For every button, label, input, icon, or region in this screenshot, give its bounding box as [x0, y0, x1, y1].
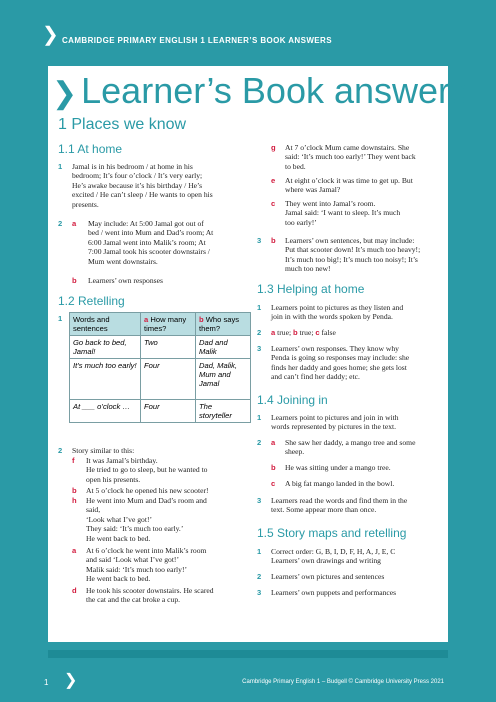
text-line: Learners point to pictures and join in with: [271, 413, 399, 422]
answer-text: [285, 479, 394, 488]
header-title: CAMBRIDGE PRIMARY ENGLISH 1 LEARNER’S BOOK ANSWERS: [62, 36, 332, 45]
answer-text: [271, 303, 403, 322]
text-line: At 5 o’clock he opened his new scooter!: [86, 486, 209, 495]
table-header-text: Who says them?: [199, 315, 240, 333]
answer-text: [86, 456, 207, 484]
text-line: They went into Jamal’s room.: [285, 199, 376, 208]
answer-text: [86, 486, 209, 495]
answer-text: [271, 496, 407, 515]
text-line: At 6 o’clock he went into Malik’s room: [86, 546, 207, 555]
text-line: He took his scooter downstairs. He scared: [86, 586, 214, 595]
text-line: bedroom; It’s four o’clock / It’s very early;: [72, 171, 203, 181]
chevron-right-icon: ❯: [64, 672, 78, 689]
text-line: Penda is going so responses may include: she: [271, 353, 410, 363]
option-value: false: [321, 328, 336, 337]
table-cell: Four: [141, 359, 196, 400]
text-line: Mum went downstairs.: [88, 256, 158, 266]
table-cell: Dad and Malik: [196, 336, 251, 359]
text-line: Malik said: ‘It’s much too early!’: [86, 564, 188, 574]
table-cell: At ___ o’clock …: [70, 400, 141, 423]
text-line: He went into Mum and Dad’s room and: [86, 496, 207, 505]
text-line: join in with the words spoken by Penda.: [271, 312, 393, 322]
answer-text: [285, 176, 413, 195]
footer-rule: [48, 650, 448, 658]
text-line: Learners’ own drawings and writing: [271, 556, 381, 566]
table-cell: Dad, Malik, Mum and Jamal: [196, 359, 251, 400]
table-header: [141, 313, 196, 336]
text-line: He went back to bed.: [86, 533, 151, 543]
heading-1-4: 1.4 Joining in: [257, 393, 328, 407]
text-line: A big fat mango landed in the bowl.: [285, 479, 395, 488]
table-header-letter: a: [144, 315, 149, 324]
table-row: [70, 359, 251, 400]
text-line: May include: At 5:00 Jamal got out of: [88, 219, 204, 228]
answer-text: [86, 586, 214, 605]
heading-1-3: 1.3 Helping at home: [257, 282, 365, 296]
text-line: said,: [86, 505, 101, 515]
answer-text: [72, 162, 213, 209]
text-line: open his presents.: [86, 474, 141, 484]
answer-text: [285, 236, 420, 274]
text-line: At eight o’clock it was time to get up. But: [285, 176, 413, 185]
text-line: Learners read the words and find them in the: [271, 496, 408, 505]
text-line: They said: ‘It’s much too early.’: [86, 524, 184, 534]
text-line: excited / He can’t sleep / He wants to open his: [72, 190, 213, 200]
text-line: Correct order: G, B, I, D, F, H, A, J, E, C: [271, 547, 396, 556]
text-line: It’s much too big!; It’s much too noisy!; It’s: [285, 254, 418, 264]
answer-text: [271, 413, 399, 432]
text-line: Jamal said: ‘I want to sleep. It’s much: [285, 208, 401, 218]
text-line: where was Jamal?: [285, 185, 341, 195]
text-line: 6:00 Jamal went into Malik’s room; At: [88, 237, 206, 247]
text-line: She saw her daddy, a mango tree and some: [285, 438, 416, 447]
table-row: [70, 400, 251, 423]
text-line: and said ‘Look what I’ve got!’: [86, 555, 179, 565]
answer-text: [271, 572, 384, 581]
answer-text: [285, 143, 416, 171]
text-line: Learners point to pictures as they listen and: [271, 303, 404, 312]
text-line: the cat and the cat broke a cup.: [86, 595, 181, 605]
table-header-letter: b: [199, 315, 204, 324]
header-bar: [0, 0, 496, 56]
option-letter: a: [271, 328, 276, 337]
page-number: 1: [44, 678, 49, 687]
table-header: Words and sentences: [70, 313, 141, 336]
text-line: Put that scooter down! It’s much too heavy!;: [285, 245, 421, 255]
answer-text: [271, 547, 395, 566]
table-cell: The storyteller: [196, 400, 251, 423]
text-line: It was Jamal’s birthday.: [86, 456, 158, 465]
text-line: sheep.: [285, 447, 305, 457]
table-cell: Go back to bed, Jamal!: [70, 336, 141, 359]
table-cell: Four: [141, 400, 196, 423]
heading-1-5: 1.5 Story maps and retelling: [257, 526, 407, 540]
text-line: Learners’ own puppets and performances: [271, 588, 397, 597]
text-line: presents.: [72, 199, 99, 209]
text-line: He was sitting under a mango tree.: [285, 463, 391, 472]
text-line: He tried to go to sleep, but he wanted to: [86, 465, 208, 475]
option-letter: c: [315, 328, 320, 337]
heading-1-2: 1.2 Retelling: [58, 294, 125, 308]
text-line: Learners’ own sentences, but may include:: [285, 236, 415, 245]
table-cell: Two: [141, 336, 196, 359]
text-line: 7:00 Jamal took his scooter downstairs /: [88, 247, 210, 257]
text-line: Learners’ own pictures and sentences: [271, 572, 385, 581]
text-line: words represented by pictures in the text.: [271, 422, 397, 432]
unit-title: 1 Places we know: [58, 116, 187, 133]
table-row: [70, 336, 251, 359]
answer-text: Story similar to this:: [72, 446, 135, 455]
heading-1-1: 1.1 At home: [58, 142, 123, 156]
answer-text: [86, 496, 207, 543]
text-line: Jamal is in his bedroom / at home in his: [72, 162, 193, 171]
text-line: He’s awake because it’s his birthday / He’s: [72, 180, 203, 190]
text-line: At 7 o’clock Mum came downstairs. She: [285, 143, 410, 152]
chevron-right-icon: ❯: [42, 24, 59, 46]
answer-text: [271, 588, 396, 597]
answer-text: [271, 344, 409, 382]
option-value: true;: [299, 328, 314, 337]
text-line: bed / went into Mum and Dad’s room; At: [88, 228, 214, 238]
text-line: Learners’ own responses. They know why: [271, 344, 399, 353]
text-line: to bed.: [285, 161, 306, 171]
retelling-table: [69, 312, 251, 423]
answer-text: [86, 546, 206, 584]
text-line: text. Some appear more than once.: [271, 505, 377, 515]
table-cell: It’s much too early!: [70, 359, 141, 400]
option-letter: b: [292, 328, 298, 337]
answer-text: [285, 463, 391, 472]
text-line: said: ‘It’s much too early!’ They went back: [285, 152, 416, 162]
text-line: ‘Look what I’ve got!’: [86, 514, 153, 524]
answer-text: [285, 438, 415, 457]
chevron-right-icon: ❯: [52, 77, 78, 110]
table-header-text: How many times?: [144, 315, 187, 333]
option-value: true;: [277, 328, 292, 337]
text-line: much too new!: [285, 264, 331, 274]
table-header: [196, 313, 251, 336]
text-line: finds her daddy and goes home; she gets lost: [271, 362, 407, 372]
footer-credit: Cambridge Primary English 1 – Budgell © Cambridge University Press 2021: [242, 679, 444, 685]
answer-text: [88, 219, 213, 266]
text-line: and can’t find her daddy; etc.: [271, 372, 360, 382]
text-line: too early!’: [285, 217, 317, 227]
answer-text: [285, 199, 400, 227]
text-line: He went back to bed.: [86, 574, 151, 584]
page-title: [52, 71, 468, 114]
answer-text: Learners’ own responses: [88, 276, 163, 285]
page-title-text: Learner’s Book answers: [81, 70, 469, 111]
